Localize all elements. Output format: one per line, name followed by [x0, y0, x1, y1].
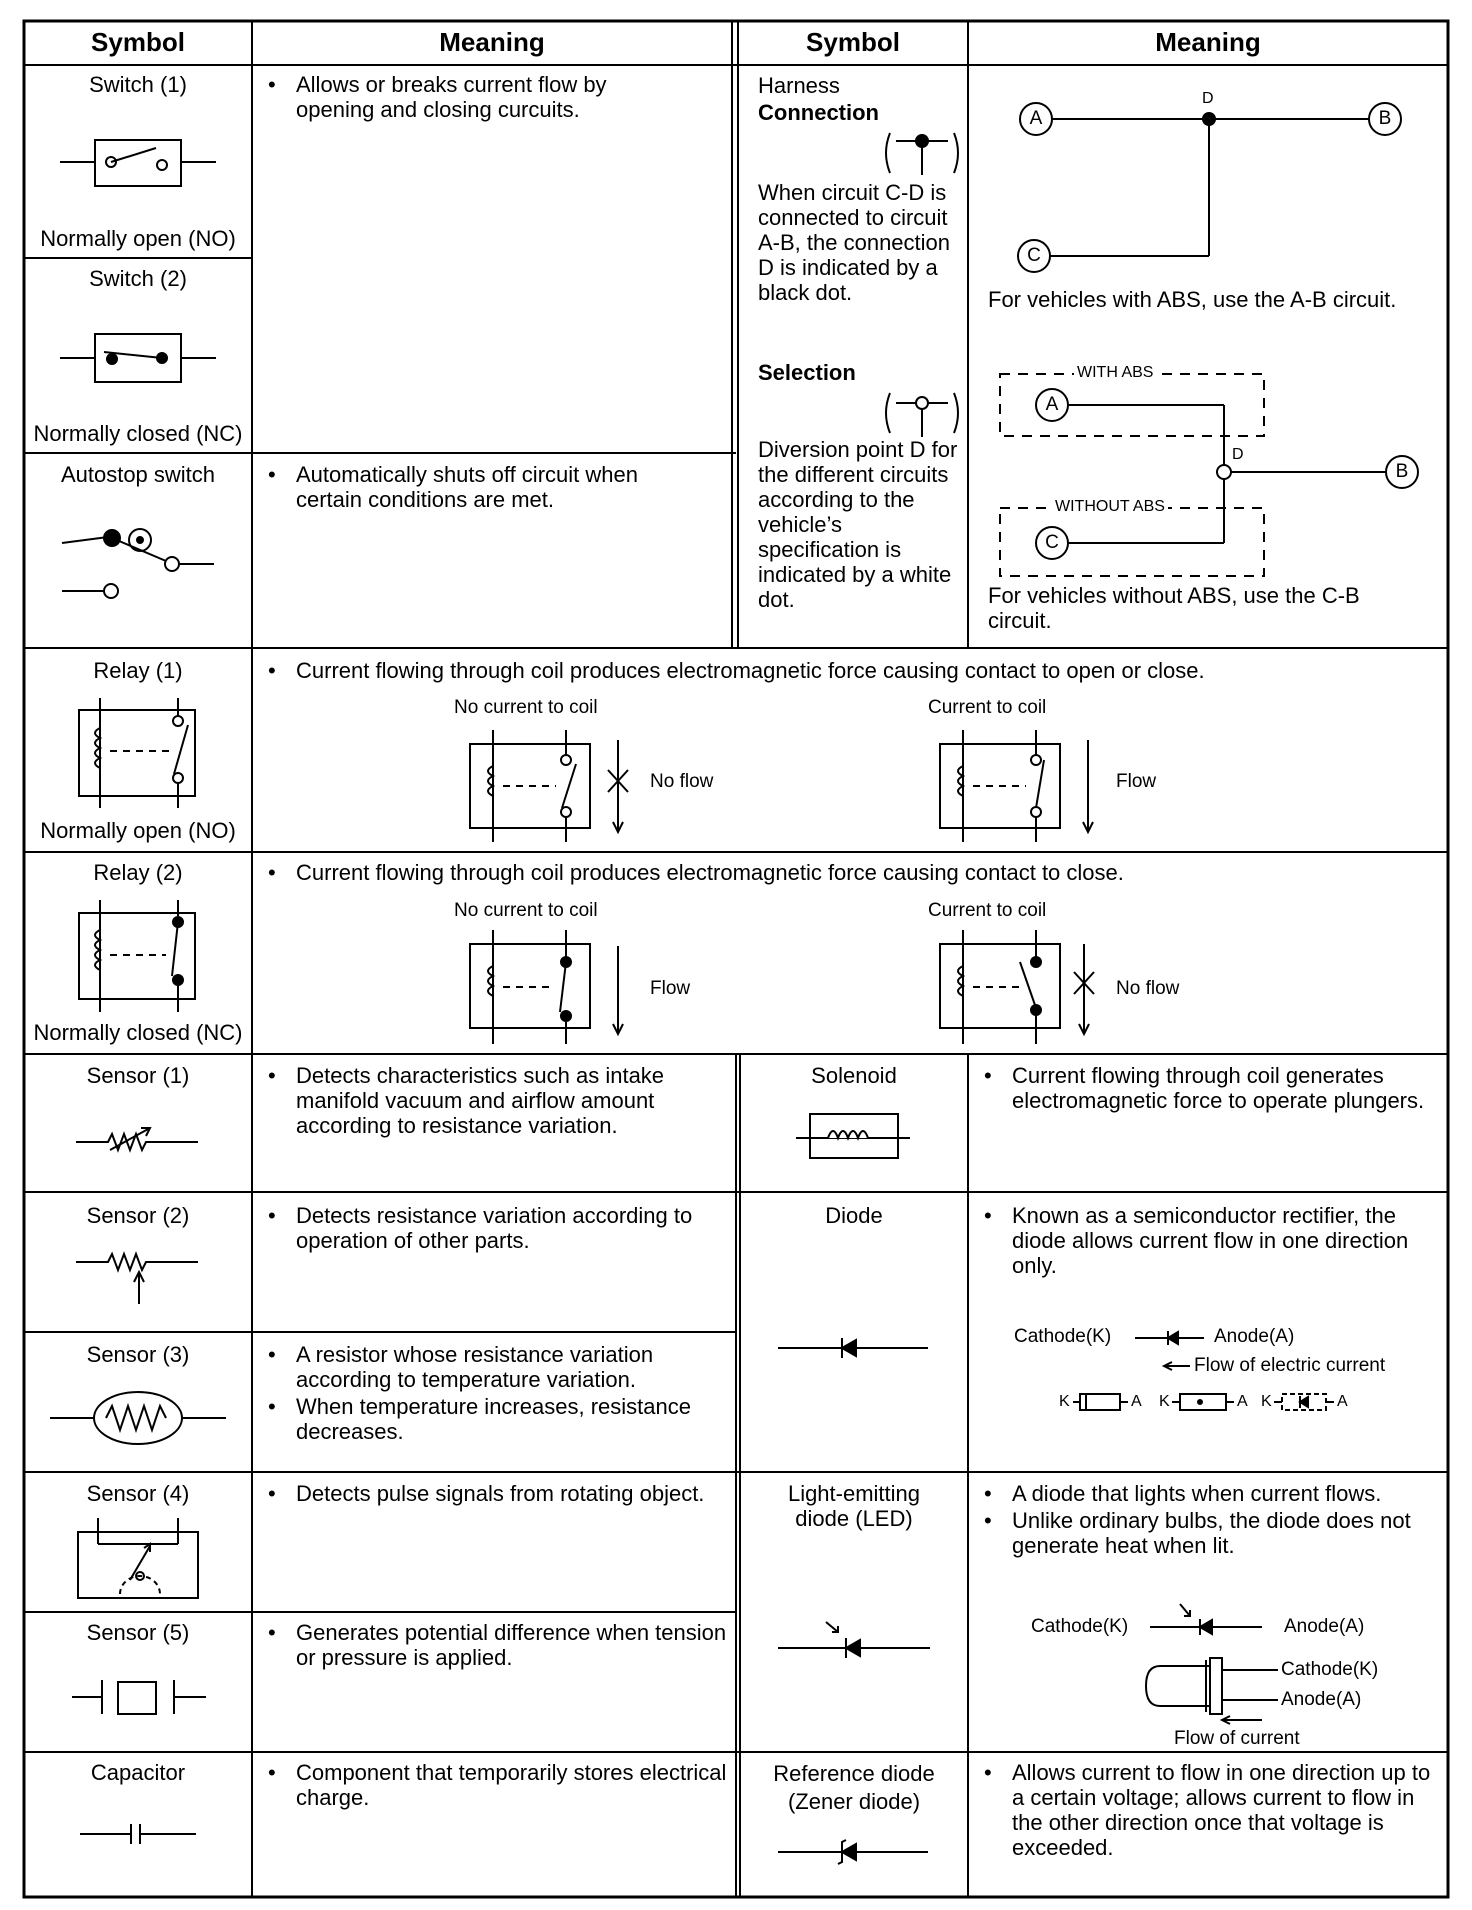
relay1-sub: Normally open (NO): [40, 818, 236, 843]
relay-no-icon: [79, 698, 195, 808]
diode-name: Diode: [825, 1203, 883, 1228]
diode-a-label-2: A: [1237, 1393, 1248, 1410]
relay-current-diagram: [940, 730, 1093, 842]
led-meaning-2: • Unlike ordinary bulbs, the diode does not generate heat when lit.: [984, 1508, 1411, 1558]
relay2-current-diagram: [940, 930, 1094, 1044]
relay2-name: Relay (2): [93, 860, 183, 885]
harness-selection-note: For vehicles without ABS, use the C-B circuit.: [988, 583, 1360, 633]
led-anode-label-2: Anode(A): [1281, 1689, 1362, 1710]
harness-selection-label: Selection: [758, 360, 856, 385]
switch1-name: Switch (1): [89, 72, 187, 97]
sensor4-meaning: • Detects pulse signals from rotating object.: [268, 1481, 705, 1506]
sensor2-name: Sensor (2): [86, 1203, 190, 1228]
diode-k-label-2: K: [1159, 1393, 1170, 1410]
zener-meaning: • Allows current to flow in one direction up to a certain voltage; allows current to flow in the other direction once that voltage is exceeded.: [984, 1760, 1431, 1860]
relay-nc-icon: [79, 900, 195, 1012]
header-meaning-left: Meaning: [439, 27, 545, 57]
relay2-no-current-diagram: [470, 930, 623, 1044]
relay2-current-label: Current to coil: [928, 900, 1047, 921]
relay2-no-current-label: No current to coil: [454, 900, 598, 921]
relay1-name: Relay (1): [93, 658, 183, 683]
diode-k-label-3: K: [1261, 1393, 1272, 1410]
autostop-switch-icon: [62, 529, 214, 598]
relay1-meaning: • Current flowing through coil produces electromagnetic force causing contact to open or close.: [268, 658, 1205, 683]
switch2-name: Switch (2): [89, 266, 187, 291]
node-a-label: A: [1029, 108, 1043, 129]
led-detail-diagram: [1146, 1604, 1278, 1724]
switch-nc-icon: [60, 334, 216, 382]
sensor4-icon: [78, 1518, 198, 1598]
sensor5-meaning: • Generates potential difference when tension or pressure is applied.: [268, 1620, 727, 1670]
diode-anode-label: Anode(A): [1214, 1326, 1295, 1347]
switch-meaning: • Allows or breaks current flow by opening and closing curcuits.: [268, 72, 607, 122]
without-abs-label: WITHOUT ABS: [1052, 498, 1168, 516]
node-b-label: B: [1378, 108, 1392, 129]
sensor1-meaning: • Detects characteristics such as intake manifold vacuum and airflow amount according to resistance variation.: [268, 1063, 665, 1138]
led-flow-label: Flow of current: [1174, 1728, 1300, 1749]
solenoid-name: Solenoid: [811, 1063, 897, 1088]
diode-a-label-3: A: [1337, 1393, 1348, 1410]
sensor2-meaning: • Detects resistance variation according to operation of other parts.: [268, 1203, 693, 1253]
harness-connection-label: Connection: [758, 100, 879, 125]
led-cathode-label-2: Cathode(K): [1281, 1659, 1379, 1680]
led-icon: [778, 1622, 930, 1658]
zener-name: Reference diode (Zener diode): [773, 1761, 935, 1814]
sensor1-icon: [76, 1128, 198, 1150]
capacitor-name: Capacitor: [90, 1760, 186, 1785]
relay2-meaning: • Current flowing through coil produces electromagnetic force causing contact to close.: [268, 860, 1124, 885]
diode-k-label-1: K: [1059, 1393, 1070, 1410]
sensor3-meaning-1: • A resistor whose resistance variation according to temperature variation.: [268, 1342, 654, 1392]
relay2-state-yes: No flow: [1116, 978, 1180, 999]
header-meaning-right: Meaning: [1155, 27, 1261, 57]
harness-connection-text: When circuit C-D is connected to circuit A-B, the connection D is indicated by a black dot.: [758, 180, 951, 305]
sensor2-icon: [76, 1254, 198, 1304]
capacitor-meaning: • Component that temporarily stores electrical charge.: [268, 1760, 727, 1810]
sensor3-name: Sensor (3): [86, 1342, 190, 1367]
relay-no-current-diagram: [470, 730, 628, 842]
harness-title: Harness: [758, 73, 840, 98]
harness-connection-note: For vehicles with ABS, use the A-B circuit.: [988, 287, 1397, 312]
relay1-state-yes: Flow: [1116, 771, 1157, 792]
diode-meaning: • Known as a semiconductor rectifier, the diode allows current flow in one direction only.: [984, 1203, 1409, 1278]
relay1-current-label: Current to coil: [928, 697, 1047, 718]
sensor3-meaning-2: • When temperature increases, resistance decreases.: [268, 1394, 691, 1444]
autostop-name: Autostop switch: [60, 462, 216, 487]
switch2-sub: Normally closed (NC): [33, 421, 243, 446]
diode-flow-label: Flow of electric current: [1194, 1355, 1386, 1376]
node-c-label: C: [1027, 245, 1041, 266]
node-d-label: D: [1202, 90, 1214, 107]
zener-diode-icon: [778, 1840, 928, 1864]
sensor5-name: Sensor (5): [86, 1620, 190, 1645]
diode-a-label-1: A: [1131, 1393, 1142, 1410]
diode-icon: [778, 1338, 928, 1358]
sensor4-name: Sensor (4): [86, 1481, 190, 1506]
header-symbol-right: Symbol: [806, 27, 900, 57]
header-symbol-left: Symbol: [91, 27, 185, 57]
relay1-state-no: No flow: [650, 771, 714, 792]
relay1-no-current-label: No current to coil: [454, 697, 598, 718]
led-cathode-label: Cathode(K): [1031, 1616, 1129, 1637]
relay2-sub: Normally closed (NC): [33, 1020, 243, 1045]
autostop-meaning: • Automatically shuts off circuit when certain conditions are met.: [268, 462, 638, 512]
switch1-sub: Normally open (NO): [40, 226, 236, 251]
sensor5-icon: [72, 1680, 206, 1714]
sel-node-b-label: B: [1395, 461, 1409, 482]
sel-node-c-label: C: [1045, 532, 1059, 553]
solenoid-icon: [796, 1114, 910, 1158]
sel-node-d-label: D: [1232, 446, 1244, 463]
capacitor-icon: [80, 1824, 196, 1844]
sensor1-name: Sensor (1): [86, 1063, 190, 1088]
led-name: Light-emitting diode (LED): [787, 1481, 921, 1531]
relay2-state-no: Flow: [650, 978, 691, 999]
led-meaning-1: • A diode that lights when current flows.: [984, 1481, 1382, 1506]
sensor3-icon: [50, 1392, 226, 1444]
solenoid-meaning: • Current flowing through coil generates electromagnetic force to operate plungers.: [984, 1063, 1425, 1113]
switch-no-icon: [60, 140, 216, 186]
with-abs-label: WITH ABS: [1074, 364, 1156, 382]
diode-cathode-label: Cathode(K): [1014, 1326, 1112, 1347]
harness-selection-text: Diversion point D for the different circuits according to the vehicle’s specification is indicated by a white dot.: [758, 437, 958, 612]
led-anode-label: Anode(A): [1284, 1616, 1365, 1637]
sel-node-a-label: A: [1045, 394, 1059, 415]
harness-connection-diagram: [886, 103, 1401, 272]
